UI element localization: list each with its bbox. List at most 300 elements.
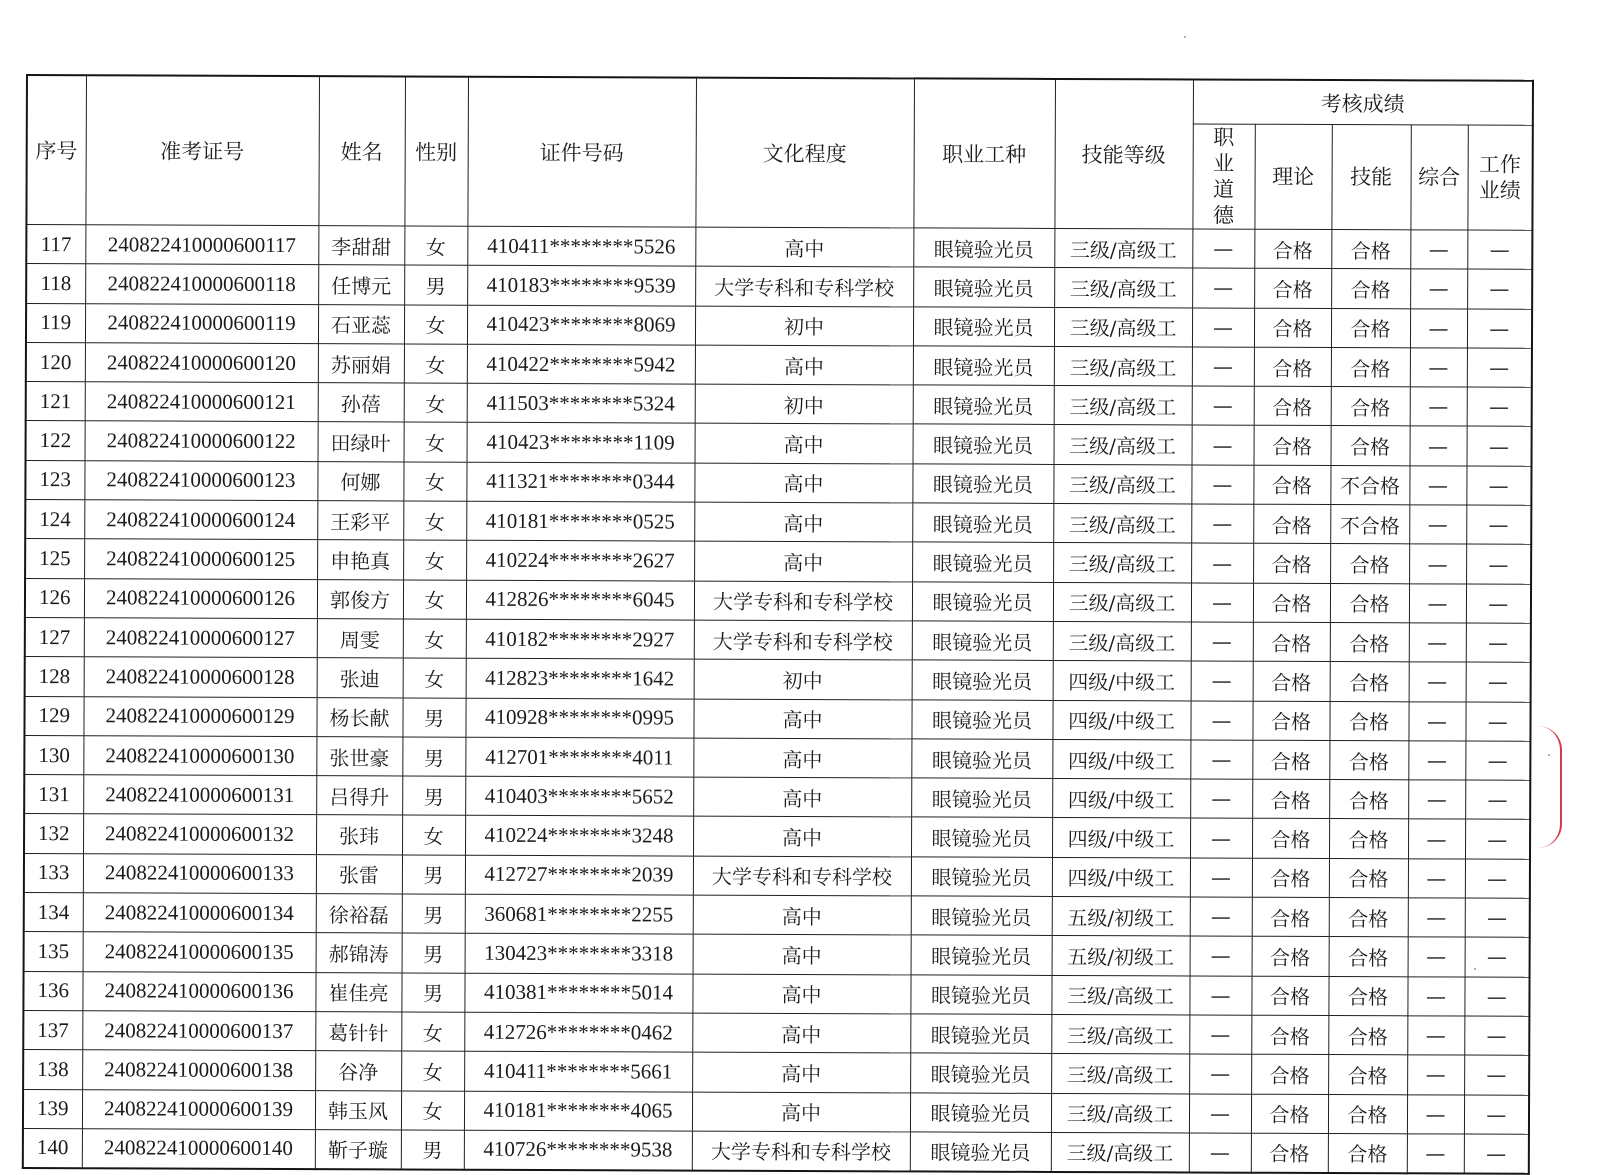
cell-seq: 122: [26, 421, 85, 461]
cell-skill: 合格: [1331, 387, 1410, 427]
cell-work-performance: —: [1465, 819, 1530, 859]
cell-ticket: 240822410000600136: [82, 971, 315, 1011]
cell-ethics: —: [1190, 779, 1252, 819]
cell-seq: 130: [24, 735, 83, 775]
cell-education: 高中: [693, 738, 911, 778]
cell-seq: 126: [25, 578, 84, 618]
cell-gender: 女: [402, 815, 465, 855]
cell-ethics: —: [1189, 1054, 1251, 1094]
cell-gender: 女: [403, 658, 466, 698]
cell-occupation: 眼镜验光员: [911, 817, 1052, 857]
cell-occupation: 眼镜验光员: [913, 267, 1054, 307]
cell-id-number: 412726********0462: [464, 1012, 692, 1052]
cell-seq: 136: [23, 971, 82, 1011]
cell-comprehensive: —: [1408, 701, 1465, 741]
table-row: [25, 500, 1531, 545]
cell-ethics: —: [1192, 229, 1254, 269]
cell-ticket: 240822410000600123: [84, 461, 317, 501]
cell-seq: 121: [26, 382, 85, 422]
cell-name: 石亚蕊: [318, 304, 404, 344]
header-seq: 序号: [26, 75, 86, 225]
cell-skill: 合格: [1328, 1055, 1407, 1095]
cell-skill: 合格: [1329, 937, 1408, 977]
cell-id-number: 360681********2255: [465, 894, 693, 934]
cell-work-performance: —: [1466, 662, 1531, 702]
cell-occupation: 眼镜验光员: [912, 582, 1053, 622]
cell-occupation: 眼镜验光员: [912, 542, 1053, 582]
cell-gender: 男: [402, 698, 465, 738]
cell-id-number: 411503********5324: [467, 383, 695, 423]
cell-ethics: —: [1189, 1015, 1251, 1055]
cell-education: 高中: [694, 463, 912, 503]
cell-education: 高中: [692, 1092, 910, 1132]
cell-ticket: 240822410000600131: [83, 775, 316, 815]
cell-work-performance: —: [1466, 466, 1531, 506]
cell-occupation: 眼镜验光员: [911, 935, 1052, 975]
cell-occupation: 眼镜验光员: [911, 896, 1052, 936]
cell-work-performance: —: [1464, 977, 1529, 1017]
cell-work-performance: —: [1466, 623, 1531, 663]
cell-skill-level: 三级/高级工: [1051, 1093, 1189, 1133]
cell-skill: 合格: [1329, 740, 1408, 780]
cell-skill: 合格: [1329, 898, 1408, 938]
cell-skill: 合格: [1330, 662, 1409, 702]
table-header: [26, 75, 1533, 230]
cell-seq: 123: [25, 460, 84, 500]
cell-gender: 男: [404, 265, 467, 305]
cell-name: 苏丽娟: [318, 344, 404, 384]
cell-ticket: 240822410000600140: [82, 1129, 315, 1170]
cell-theory: 合格: [1251, 1015, 1328, 1055]
cell-comprehensive: —: [1409, 662, 1466, 702]
cell-seq: 125: [25, 539, 84, 579]
cell-occupation: 眼镜验光员: [910, 1092, 1051, 1132]
cell-skill-level: 三级/高级工: [1054, 268, 1192, 308]
cell-skill: 合格: [1331, 426, 1410, 466]
table-row: [26, 264, 1532, 309]
cell-skill: 合格: [1328, 1133, 1407, 1173]
cell-name: 张雷: [316, 854, 402, 894]
table-row: [24, 853, 1530, 898]
cell-skill-level: 四级/中级工: [1052, 739, 1190, 779]
cell-work-performance: —: [1465, 702, 1530, 742]
cell-work-performance: —: [1466, 505, 1531, 545]
cell-ticket: 240822410000600126: [84, 578, 317, 618]
cell-occupation: 眼镜验光员: [910, 1014, 1051, 1054]
cell-ticket: 240822410000600129: [83, 696, 316, 736]
cell-name: 王彩平: [317, 501, 403, 541]
cell-comprehensive: —: [1407, 1094, 1464, 1134]
cell-skill: 合格: [1330, 544, 1409, 584]
cell-theory: 合格: [1252, 701, 1329, 741]
cell-comprehensive: —: [1410, 308, 1467, 348]
cell-name: 韩玉风: [315, 1090, 401, 1130]
cell-theory: 合格: [1254, 269, 1331, 309]
cell-theory: 合格: [1254, 347, 1331, 387]
cell-gender: 女: [404, 344, 467, 384]
cell-occupation: 眼镜验光员: [913, 385, 1054, 425]
cell-id-number: 412823********1642: [466, 658, 694, 698]
cell-gender: 男: [402, 776, 465, 816]
cell-skill-level: 三级/高级工: [1051, 1054, 1189, 1094]
cell-name: 任博元: [318, 265, 404, 305]
cell-seq: 128: [25, 657, 84, 697]
cell-theory: 合格: [1252, 937, 1329, 977]
cell-skill-level: 三级/高级工: [1051, 1132, 1189, 1172]
table-row: [25, 657, 1531, 702]
cell-id-number: 412727********2039: [465, 855, 693, 895]
cell-skill: 合格: [1331, 230, 1410, 270]
cell-occupation: 眼镜验光员: [911, 699, 1052, 739]
cell-ethics: —: [1189, 1094, 1251, 1134]
cell-ethics: —: [1192, 308, 1254, 348]
cell-skill: 合格: [1329, 819, 1408, 859]
cell-skill-level: 三级/高级工: [1053, 621, 1191, 661]
cell-skill: 合格: [1330, 622, 1409, 662]
cell-ticket: 240822410000600119: [85, 303, 318, 343]
cell-seq: 140: [23, 1128, 82, 1168]
cell-comprehensive: —: [1410, 348, 1467, 388]
cell-id-number: 410928********0995: [465, 698, 693, 738]
cell-comprehensive: —: [1410, 230, 1467, 270]
cell-work-performance: —: [1464, 1016, 1529, 1056]
cell-work-performance: —: [1465, 741, 1530, 781]
cell-theory: 合格: [1251, 976, 1328, 1016]
score-sheet: [22, 74, 1532, 1175]
table-row: [24, 735, 1530, 780]
cell-ethics: —: [1191, 622, 1253, 662]
cell-ethics: —: [1190, 740, 1252, 780]
exam-results-table: [22, 74, 1534, 1175]
cell-gender: 女: [404, 305, 467, 345]
cell-occupation: 眼镜验光员: [913, 228, 1054, 268]
cell-ethics: —: [1192, 425, 1254, 465]
cell-comprehensive: —: [1408, 859, 1465, 899]
cell-ethics: —: [1189, 1133, 1251, 1173]
cell-id-number: 410726********9538: [464, 1130, 692, 1171]
cell-education: 大学专科和专科学校: [693, 856, 911, 896]
cell-work-performance: —: [1465, 898, 1530, 938]
cell-name: 张世豪: [316, 736, 402, 776]
cell-ticket: 240822410000600138: [82, 1050, 315, 1090]
table-row: [26, 303, 1532, 348]
cell-skill-level: 三级/高级工: [1054, 228, 1192, 268]
cell-name: 郭俊方: [317, 579, 403, 619]
cell-ethics: —: [1191, 465, 1253, 505]
red-margin-mark: [1538, 726, 1562, 848]
cell-education: 大学专科和专科学校: [692, 1131, 910, 1172]
cell-seq: 117: [26, 225, 85, 265]
cell-skill-level: 三级/高级工: [1054, 346, 1192, 386]
cell-skill: 合格: [1328, 976, 1407, 1016]
cell-work-performance: —: [1467, 309, 1532, 349]
cell-seq: 133: [24, 853, 83, 893]
cell-comprehensive: —: [1408, 937, 1465, 977]
cell-ethics: —: [1190, 858, 1252, 898]
header-theory: 理论: [1254, 124, 1331, 229]
cell-id-number: 410411********5661: [464, 1051, 692, 1091]
cell-occupation: 眼镜验光员: [910, 975, 1051, 1015]
cell-ethics: —: [1191, 583, 1253, 623]
cell-skill: 合格: [1331, 347, 1410, 387]
cell-gender: 女: [403, 619, 466, 659]
header-id-number: 证件号码: [467, 77, 696, 227]
table-row: [25, 460, 1531, 505]
cell-comprehensive: —: [1410, 426, 1467, 466]
header-comprehensive: 综合: [1410, 125, 1467, 230]
cell-ticket: 240822410000600137: [82, 1011, 315, 1051]
cell-seq: 131: [24, 775, 83, 815]
cell-skill: 合格: [1329, 858, 1408, 898]
cell-gender: 男: [401, 1130, 464, 1170]
cell-theory: 合格: [1252, 897, 1329, 937]
table-row: [26, 421, 1532, 466]
cell-education: 高中: [692, 974, 910, 1014]
cell-skill-level: 五级/初级工: [1052, 896, 1190, 936]
cell-skill: 合格: [1329, 701, 1408, 741]
cell-skill-level: 五级/初级工: [1052, 936, 1190, 976]
cell-seq: 120: [26, 342, 85, 382]
cell-comprehensive: —: [1407, 1016, 1464, 1056]
cell-skill: 合格: [1328, 1015, 1407, 1055]
cell-comprehensive: —: [1410, 387, 1467, 427]
cell-occupation: 眼镜验光员: [913, 346, 1054, 386]
cell-education: 初中: [695, 384, 913, 424]
cell-ethics: —: [1192, 386, 1254, 426]
cell-work-performance: —: [1465, 780, 1530, 820]
cell-ethics: —: [1190, 897, 1252, 937]
cell-seq: 137: [23, 1010, 82, 1050]
cell-id-number: 411321********0344: [466, 462, 694, 502]
cell-theory: 合格: [1251, 1094, 1328, 1134]
cell-gender: 男: [402, 894, 465, 934]
cell-theory: 合格: [1252, 740, 1329, 780]
cell-gender: 男: [401, 973, 464, 1013]
cell-gender: 女: [401, 1012, 464, 1052]
header-scores-group: 考核成绩: [1193, 79, 1533, 125]
table-row: [24, 775, 1530, 820]
cell-ticket: 240822410000600120: [85, 343, 318, 383]
cell-theory: 合格: [1254, 229, 1331, 269]
cell-comprehensive: —: [1407, 1055, 1464, 1095]
cell-theory: 合格: [1253, 465, 1330, 505]
cell-name: 靳子璇: [315, 1129, 401, 1169]
cell-ethics: —: [1191, 504, 1253, 544]
cell-education: 高中: [694, 502, 912, 542]
cell-education: 大学专科和专科学校: [694, 620, 912, 660]
cell-ticket: 240822410000600134: [83, 893, 316, 933]
cell-id-number: 130423********3318: [465, 934, 693, 974]
cell-skill: 合格: [1330, 583, 1409, 623]
cell-occupation: 眼镜验光员: [912, 464, 1053, 504]
cell-comprehensive: —: [1409, 544, 1466, 584]
table-row: [25, 617, 1531, 662]
cell-theory: 合格: [1253, 504, 1330, 544]
cell-gender: 女: [401, 1051, 464, 1091]
cell-education: 大学专科和专科学校: [695, 266, 913, 306]
cell-work-performance: —: [1465, 937, 1530, 977]
cell-occupation: 眼镜验光员: [913, 424, 1054, 464]
cell-gender: 女: [401, 1090, 464, 1130]
cell-ticket: 240822410000600133: [83, 853, 316, 893]
header-work-performance: 工作业绩: [1467, 125, 1532, 230]
cell-name: 杨长献: [316, 697, 402, 737]
cell-comprehensive: —: [1409, 466, 1466, 506]
cell-skill-level: 三级/高级工: [1051, 1014, 1189, 1054]
cell-seq: 134: [24, 893, 83, 933]
cell-skill-level: 三级/高级工: [1054, 307, 1192, 347]
cell-id-number: 410182********2927: [466, 619, 694, 659]
cell-name: 张迪: [317, 658, 403, 698]
cell-name: 张玮: [316, 815, 402, 855]
cell-education: 高中: [693, 895, 911, 935]
cell-ticket: 240822410000600118: [85, 264, 318, 304]
table-row: [26, 382, 1532, 427]
cell-gender: 女: [403, 501, 466, 541]
table-row: [24, 814, 1530, 859]
cell-work-performance: —: [1464, 1055, 1529, 1095]
cell-skill-level: 三级/高级工: [1053, 464, 1191, 504]
table-row: [24, 696, 1530, 741]
cell-theory: 合格: [1253, 661, 1330, 701]
cell-theory: 合格: [1252, 858, 1329, 898]
cell-name: 谷净: [315, 1051, 401, 1091]
cell-skill: 不合格: [1330, 465, 1409, 505]
cell-occupation: 眼镜验光员: [912, 621, 1053, 661]
cell-skill-level: 三级/高级工: [1053, 504, 1191, 544]
cell-gender: 女: [404, 226, 467, 266]
cell-work-performance: —: [1467, 427, 1532, 467]
cell-comprehensive: —: [1410, 269, 1467, 309]
cell-ethics: —: [1191, 661, 1253, 701]
cell-id-number: 412701********4011: [465, 737, 693, 777]
cell-ticket: 240822410000600135: [83, 932, 316, 972]
cell-work-performance: —: [1467, 387, 1532, 427]
cell-occupation: 眼镜验光员: [913, 307, 1054, 347]
cell-ethics: —: [1191, 543, 1253, 583]
header-skill: 技能: [1331, 125, 1410, 230]
cell-name: 葛针针: [315, 1012, 401, 1052]
cell-gender: 男: [402, 737, 465, 777]
cell-ticket: 240822410000600128: [84, 657, 317, 697]
header-name: 姓名: [318, 76, 405, 226]
cell-seq: 135: [24, 932, 83, 972]
table-row: [23, 1050, 1529, 1095]
cell-theory: 合格: [1254, 308, 1331, 348]
cell-ethics: —: [1192, 347, 1254, 387]
header-ticket: 准考证号: [85, 75, 319, 225]
cell-id-number: 410403********5652: [465, 776, 693, 816]
cell-id-number: 410381********5014: [464, 973, 692, 1013]
cell-id-number: 410183********9539: [467, 265, 695, 305]
cell-comprehensive: —: [1408, 780, 1465, 820]
cell-work-performance: —: [1466, 544, 1531, 584]
table-row: [25, 539, 1531, 584]
header-gender: 性别: [404, 76, 468, 226]
scan-speck: [1474, 968, 1476, 970]
cell-theory: 合格: [1254, 386, 1331, 426]
cell-seq: 127: [25, 617, 84, 657]
cell-occupation: 眼镜验光员: [911, 857, 1052, 897]
cell-education: 初中: [695, 306, 913, 346]
table-row: [24, 932, 1530, 977]
cell-name: 申艳真: [317, 540, 403, 580]
cell-theory: 合格: [1253, 583, 1330, 623]
cell-name: 吕得升: [316, 776, 402, 816]
cell-ethics: —: [1190, 818, 1252, 858]
cell-occupation: 眼镜验光员: [910, 1132, 1051, 1172]
cell-skill-level: 三级/高级工: [1054, 386, 1192, 426]
cell-id-number: 410422********5942: [467, 344, 695, 384]
cell-education: 高中: [693, 817, 911, 857]
cell-name: 孙蓓: [318, 383, 404, 423]
cell-id-number: 410423********1109: [467, 423, 695, 463]
cell-seq: 118: [26, 264, 85, 304]
cell-skill-level: 四级/中级工: [1052, 818, 1190, 858]
cell-id-number: 410411********5526: [467, 226, 695, 266]
cell-name: 周雯: [317, 619, 403, 659]
cell-ticket: 240822410000600124: [84, 500, 317, 540]
table-row: [26, 225, 1532, 270]
cell-education: 高中: [693, 777, 911, 817]
cell-id-number: 410423********8069: [467, 305, 695, 345]
cell-ticket: 240822410000600117: [85, 225, 318, 265]
cell-ticket: 240822410000600130: [83, 736, 316, 776]
cell-comprehensive: —: [1408, 898, 1465, 938]
scan-speck: [1548, 754, 1550, 756]
cell-seq: 119: [26, 303, 85, 343]
header-education: 文化程度: [695, 78, 914, 228]
table-row: [25, 578, 1531, 623]
cell-ticket: 240822410000600127: [84, 618, 317, 658]
cell-ticket: 240822410000600139: [82, 1089, 315, 1129]
table-row: [23, 971, 1529, 1016]
table-row: [24, 893, 1530, 938]
table-row: [23, 1010, 1529, 1055]
cell-gender: 女: [403, 580, 466, 620]
cell-name: 郝锦涛: [316, 933, 402, 973]
cell-skill-level: 三级/高级工: [1053, 543, 1191, 583]
cell-skill-level: 四级/中级工: [1053, 661, 1191, 701]
cell-skill: 合格: [1328, 1094, 1407, 1134]
cell-id-number: 410224********3248: [465, 816, 693, 856]
cell-comprehensive: —: [1408, 741, 1465, 781]
cell-ethics: —: [1190, 936, 1252, 976]
cell-education: 高中: [694, 541, 912, 581]
cell-work-performance: —: [1467, 348, 1532, 388]
cell-theory: 合格: [1251, 1054, 1328, 1094]
cell-seq: 139: [23, 1089, 82, 1129]
table-row: [23, 1089, 1529, 1134]
cell-ticket: 240822410000600125: [84, 539, 317, 579]
cell-name: 徐裕磊: [316, 894, 402, 934]
cell-gender: 女: [403, 462, 466, 502]
cell-education: 高中: [692, 1052, 910, 1092]
cell-seq: 124: [25, 500, 84, 540]
cell-comprehensive: —: [1409, 505, 1466, 545]
cell-name: 李甜甜: [318, 226, 404, 266]
cell-occupation: 眼镜验光员: [910, 1053, 1051, 1093]
cell-work-performance: —: [1464, 1095, 1529, 1135]
cell-education: 高中: [695, 227, 913, 267]
cell-occupation: 眼镜验光员: [911, 778, 1052, 818]
table-row: [26, 342, 1532, 387]
cell-work-performance: —: [1466, 584, 1531, 624]
cell-comprehensive: —: [1409, 623, 1466, 663]
cell-ethics: —: [1190, 701, 1252, 741]
cell-skill-level: 四级/中级工: [1052, 779, 1190, 819]
cell-skill-level: 三级/高级工: [1051, 975, 1189, 1015]
